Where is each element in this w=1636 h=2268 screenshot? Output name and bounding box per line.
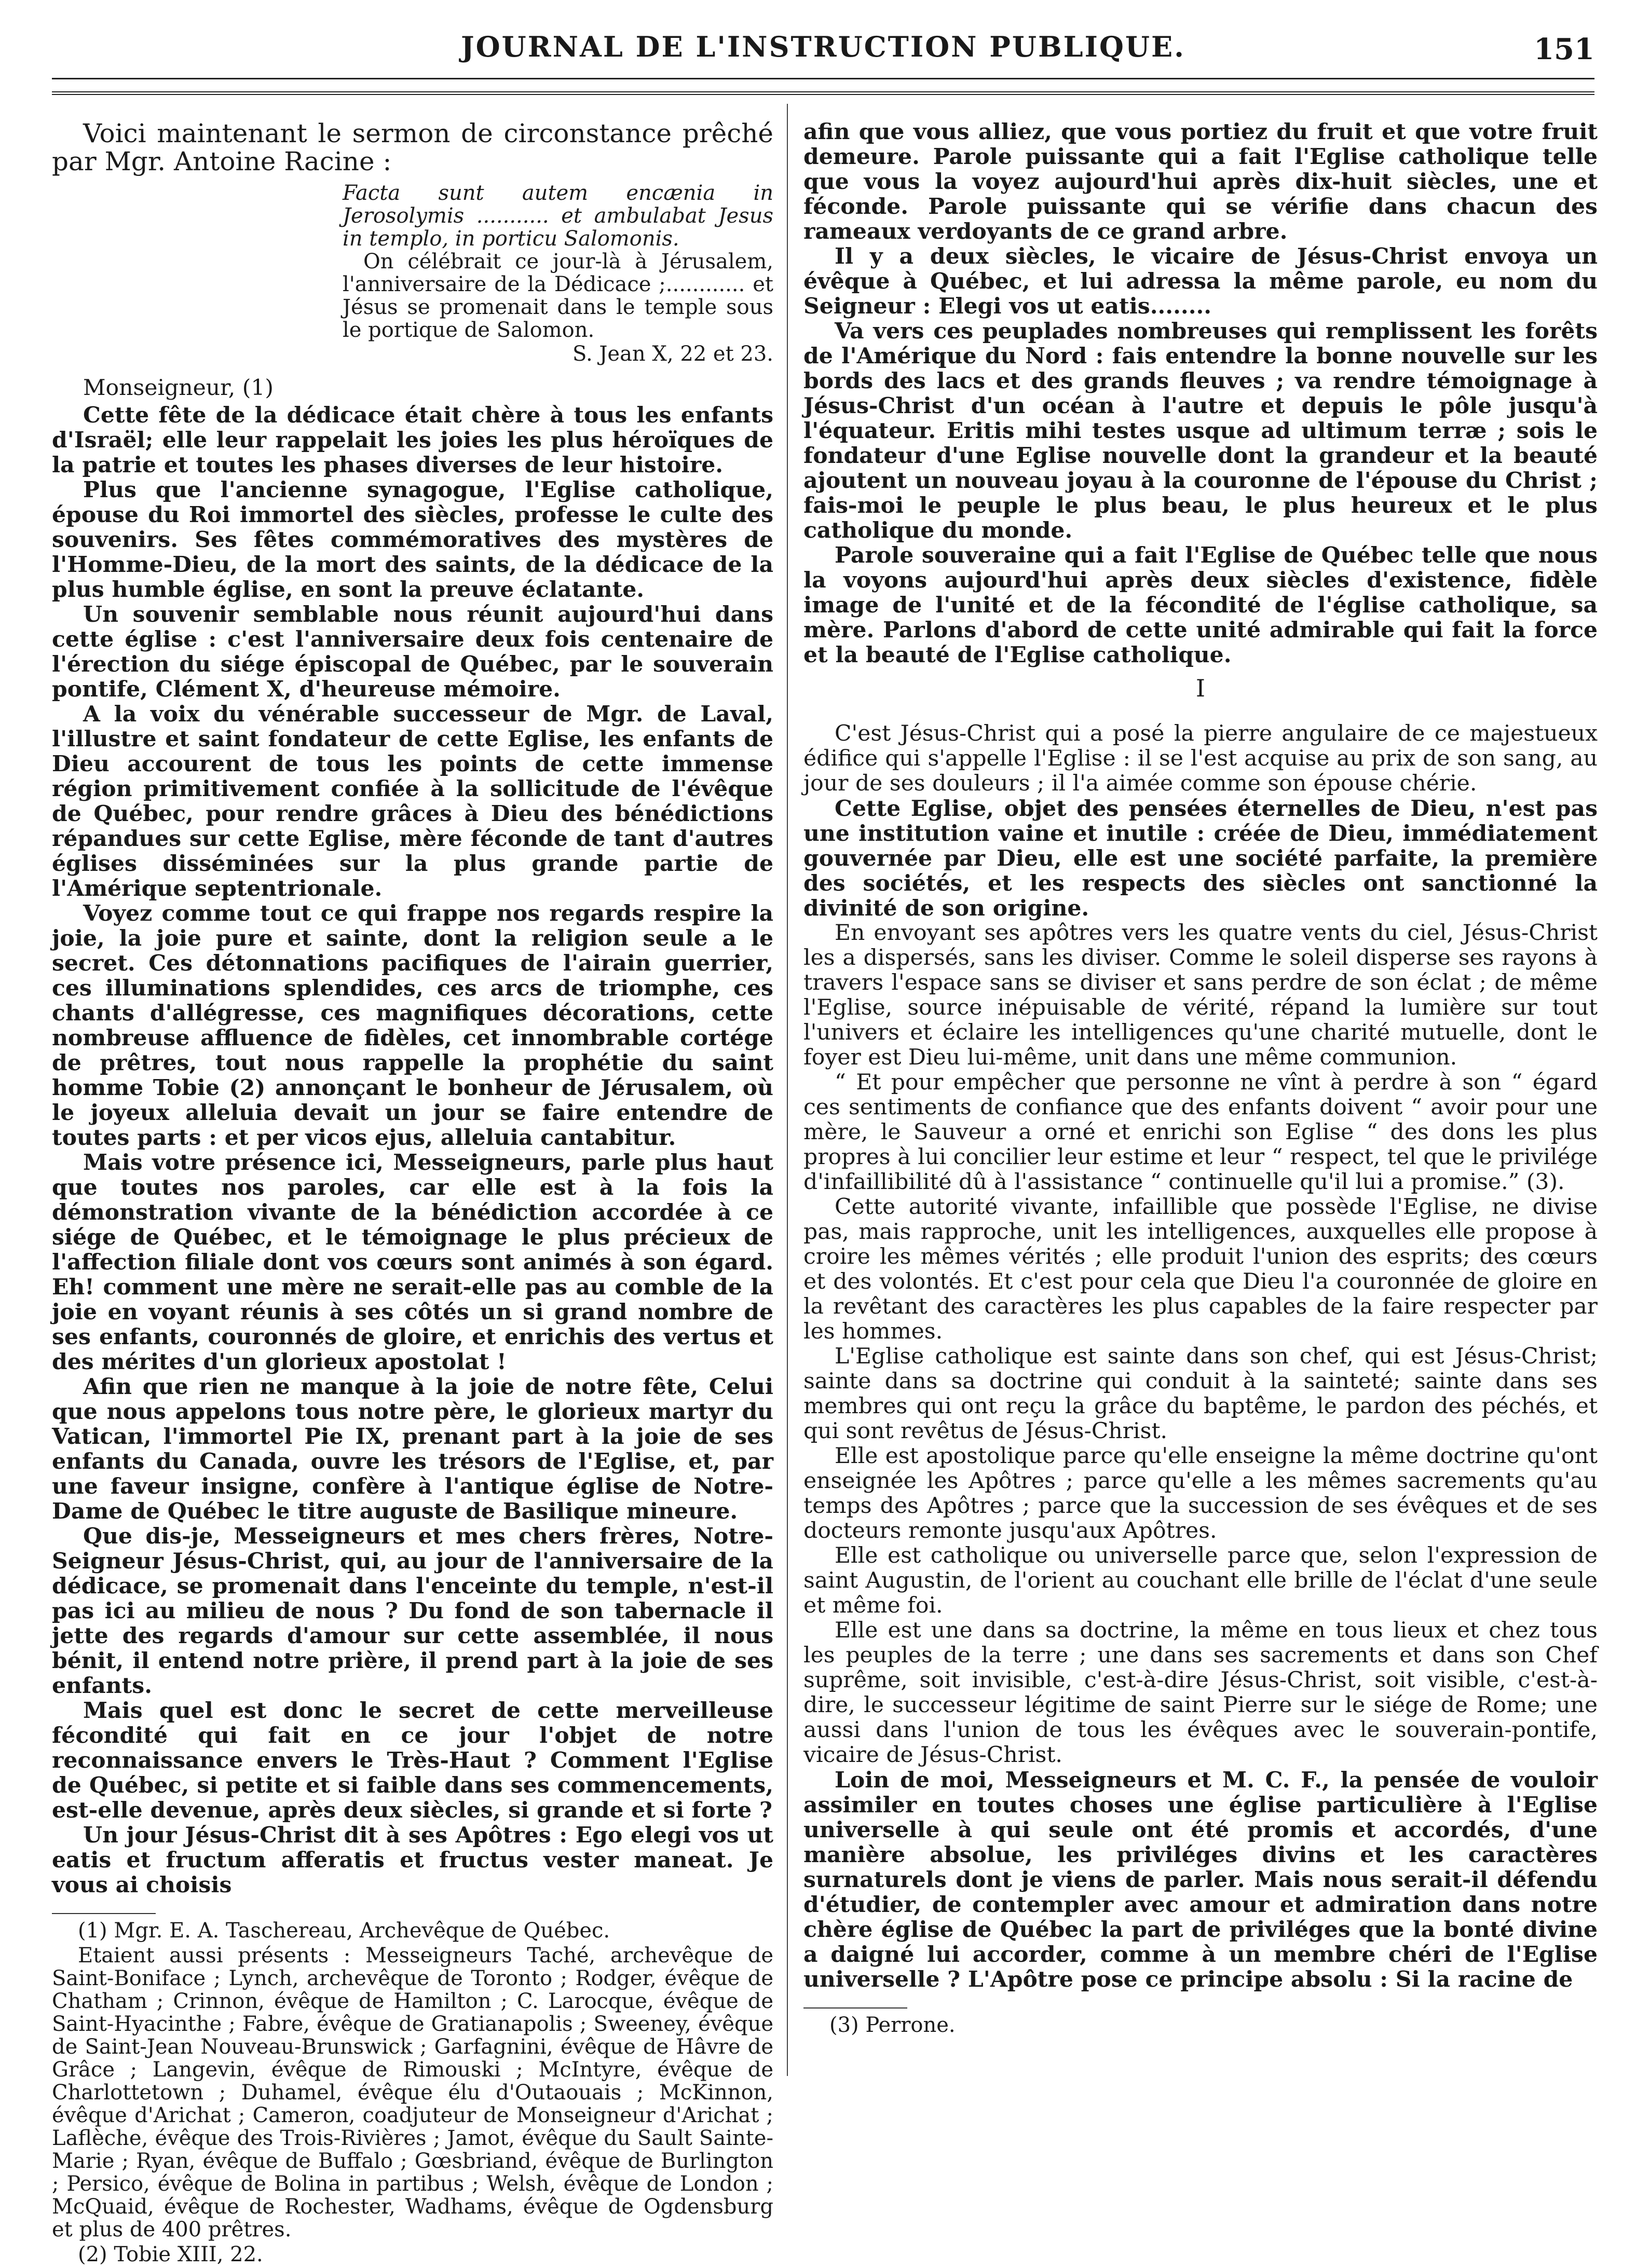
- epigraph-reference: S. Jean X, 22 et 23.: [572, 342, 773, 366]
- paragraph: Afin que rien ne manque à la joie de notre fête, Celui que nous appelons tous notre père, le glorieux martyr du Vatican, l'immortel Pie IX, prenant part à la joie de ses enfants du Canada, ouvre les trésors de l'Eglise, et, par une faveur insigne, confère à l'antique église de Notre-Dame de Québec le titre auguste de Basilique mineure.: [52, 1374, 773, 1524]
- epigraph-latin: Facta sunt autem encænia in Jerosolymis ........... et ambulabat Jesus in templo, in porticu Salomonis.: [343, 181, 773, 251]
- paragraph: Parole souveraine qui a fait l'Eglise de Québec telle que nous la voyons aujourd'hui après deux siècles d'existence, fidèle image de l'unité et de la fécondité de l'église catholique, sa mère. Parlons d'abord de cette unité admirable qui fait la force et la beauté de l'Eglise catholique.: [803, 542, 1598, 668]
- footnote: (1) Mgr. E. A. Taschereau, Archevêque de Québec.: [78, 1919, 610, 1943]
- paragraph: Voyez comme tout ce qui frappe nos regards respire la joie, la joie pure et sainte, dont la religion seule a le secret. Ces détonnations pacifiques de l'airain guerrier, ces illuminations splendides, ces arcs de triomphe, ces chants d'allégresse, ces magnifiques décorations, cette nombreuse affluence de fidèles, cet innombrable cortége de prêtres, tout nous rappelle la prophétie du saint homme Tobie (2) annonçant le bonheur de Jérusalem, où le joyeux alleluia devait un jour se faire entendre de toutes parts : et per vicos ejus, alleluia cantabitur.: [52, 900, 773, 1151]
- journal-title: JOURNAL DE L'INSTRUCTION PUBLIQUE.: [461, 30, 1185, 63]
- footnote: Etaient aussi présents : Messeigneurs Taché, archevêque de Saint-Boniface ; Lynch, archevêque de Toronto ; Rodger, évêque de Chatham ; Crinnon, évêque de Hamilton ; C. Larocque, évêque de Saint-Hyacinthe ; Fabre, évêque de Gratianapolis ; Sweeney, évêque de Saint-Jean Nouveau-Brunswick ; Garfagnini, évêque de Hâvre de Grâce ; Langevin, évêque de Rimouski ; McIntyre, évêque de Charlottetown ; Duhamel, évêque élu d'Outaouais ; McKinnon, évêque d'Arichat ; Cameron, coadjuteur de Monseigneur d'Arichat ; Laflèche, évêque des Trois-Rivières ; Jamot, évêque du Sault Sainte-Marie ; Ryan, évêque de Buffalo ; Gœsbriand, évêque de Burlington ; Persico, évêque de Bolina in partibus ; Welsh, évêque de London ; McQuaid, évêque de Rochester, Wadhams, évêque de Ogdensburg et plus de 400 prêtres.: [52, 1944, 773, 2242]
- epigraph-french: On célébrait ce jour-là à Jérusalem, l'anniversaire de la Dédicace ;............ et Jésus se promenait dans le temple sous le portique de Salomon.: [343, 250, 773, 342]
- paragraph: Elle est catholique ou universelle parce que, selon l'expression de saint Augustin, de l'orient au couchant elle brille de l'éclat d'une seule et même foi.: [803, 1543, 1598, 1618]
- header-double-rule: [52, 91, 1594, 95]
- right-column: [803, 119, 1598, 2037]
- footnote-rule: [803, 2007, 907, 2009]
- paragraph: Un jour Jésus-Christ dit à ses Apôtres : Ego elegi vos ut eatis et fructum afferatis et fructus vester maneat. Je vous ai choisis: [52, 1822, 773, 1898]
- epigraph: [343, 182, 773, 365]
- paragraph: Plus que l'ancienne synagogue, l'Eglise catholique, épouse du Roi immortel des siècles, professe le culte des souvenirs. Ses fêtes commémoratives des mystères de l'Homme-Dieu, de la mort des saints, de la dédicace de la plus humble église, en sont la preuve éclatante.: [52, 477, 773, 603]
- quotation-text: “ Et pour empêcher que personne ne vînt à perdre à son “ égard ces sentiments de confiance que des enfants doivent “ avoir pour une mère, le Sauveur a orné et enrichi son Eglise “ des dons les plus propres à lui concilier leur estime et leur “ respect, tel que le privilége d'infaillibilité dû à l'assistance “ continuelle qu'il lui a promise.” (3).: [803, 1070, 1598, 1195]
- paragraph: Mais votre présence ici, Messeigneurs, parle plus haut que toutes nos paroles, car elle est à la fois la démonstration vivante de la bénédiction accordée à ce siége de Québec, et le témoignage le plus précieux de l'affection filiale dont vos cœurs sont animés à son égard. Eh! comment une mère ne serait-elle pas au comble de la joie en voyant réunis à ses côtés un si grand nombre de ses enfants, couronnés de gloire, et enrichis des vertus et des mérites d'un glorieux apostolat !: [52, 1150, 773, 1375]
- paragraph: Mais quel est donc le secret de cette merveilleuse fécondité qui fait en ce jour l'objet de notre reconnaissance envers le Très-Haut ? Comment l'Eglise de Québec, si petite et si faible dans ses commencements, est-elle devenue, après deux siècles, si grande et si forte ?: [52, 1698, 773, 1823]
- paragraph: L'Eglise catholique est sainte dans son chef, qui est Jésus-Christ; sainte dans sa doctrine qui conduit à la sainteté; sainte dans ses membres qui ont reçu la grâce du baptême, le pardon des péchés, et qui sont revêtus de Jésus-Christ.: [803, 1344, 1598, 1444]
- paragraph: Un souvenir semblable nous réunit aujourd'hui dans cette église : c'est l'anniversaire deux fois centenaire de l'érection du siége épiscopal de Québec, par le souverain pontife, Clément X, d'heureuse mémoire.: [52, 602, 773, 702]
- footnotes: [803, 2014, 1598, 2037]
- footnote: (2) Tobie XIII, 22.: [78, 2243, 263, 2266]
- section-number: I: [1195, 674, 1206, 702]
- left-column: [52, 119, 773, 2268]
- intro-text: Voici maintenant le sermon de circonstance prêché par Mgr. Antoine Racine :: [52, 118, 773, 176]
- paragraph: Que dis-je, Messeigneurs et mes chers frères, Notre-Seigneur Jésus-Christ, qui, au jour de l'anniversaire de la dédicace, se promenait dans l'enceinte du temple, n'est-il pas ici au milieu de nous ? Du fond de son tabernacle il jette des regards d'amour sur cette assemblée, il nous bénit, il entend notre prière, il prend part à la joie de ses enfants.: [52, 1523, 773, 1699]
- paragraph: afin que vous alliez, que vous portiez du fruit et que votre fruit demeure. Parole puissante qui a fait l'Eglise catholique telle que vous la voyez aujourd'hui après dix-huit siècles, une et féconde. Parole puissante qui se vérifie dans chacun des rameaux verdoyants de ce grand arbre.: [803, 119, 1598, 244]
- paragraph: Va vers ces peuplades nombreuses qui remplissent les forêts de l'Amérique du Nord : fais entendre la bonne nouvelle sur les bords des lacs et des grands fleuves ; va rendre témoignage à Jésus-Christ d'un océan à l'autre et depuis le pôle jusqu'à l'équateur. Eritis mihi testes usque ad ultimum terræ ; sois le fondateur d'une Eglise nouvelle dont la grandeur et la beauté ajoutent un nouveau joyau à la couronne de l'épouse du Christ ; fais-moi le peuple le plus beau, le plus heureux et le plus catholique du monde.: [803, 318, 1598, 543]
- quotation: [803, 1070, 1598, 1195]
- paragraph: A la voix du vénérable successeur de Mgr. de Laval, l'illustre et saint fondateur de cette Eglise, les enfants de Dieu accourent de tous les points de cette immense région primitivement confiée à la sollicitude de l'évêque de Québec, pour rendre grâces à Dieu des bénédictions répandues sur cette Eglise, mère féconde de tant d'autres églises disséminées sur la plus grande partie de l'Amérique septentrionale.: [52, 701, 773, 901]
- paragraph: Cette Eglise, objet des pensées éternelles de Dieu, n'est pas une institution vaine et inutile : créée de Dieu, immédiatement gouvernée par Dieu, elle est une société parfaite, la première des sociétés, et les respects des siècles ont sanctionné la divinité de son origine.: [803, 796, 1598, 921]
- page-header: [52, 25, 1594, 72]
- paragraph: Loin de moi, Messeigneurs et M. C. F., la pensée de vouloir assimiler en toutes choses une église particulière à l'Eglise universelle à qui seule ont été promis et accordés, d'une manière absolue, les priviléges divins et les caractères surnaturels dont je viens de parler. Mais nous serait-il défendu d'étudier, de contempler avec amour et admiration dans notre chère église de Québec la part de priviléges que la bonté divine a daigné lui accorder, comme à un membre chéri de l'Eglise universelle ? L'Apôtre pose ce principe absolu : Si la racine de: [803, 1767, 1598, 1992]
- column-separator: [787, 104, 788, 2076]
- paragraph: Il y a deux siècles, le vicaire de Jésus-Christ envoya un évêque à Québec, et lui adressa la même parole, eu nom du Seigneur : Elegi vos ut eatis........: [803, 243, 1598, 319]
- footnote-rule: [52, 1913, 156, 1914]
- paragraph: C'est Jésus-Christ qui a posé la pierre angulaire de ce majestueux édifice qui s'appelle l'Eglise : il se l'est acquise au prix de son sang, au jour de ses douleurs ; il l'a aimée comme son épouse chérie.: [803, 721, 1598, 796]
- salutation: Monseigneur, (1): [83, 375, 274, 401]
- paragraph: En envoyant ses apôtres vers les quatre vents du ciel, Jésus-Christ les a dispersés, sans les diviser. Comme le soleil disperse ses rayons à travers l'espace sans se diviser et sans perdre de son éclat ; de même l'Eglise, source inépuisable de vérité, répand la lumière sur tout l'univers et éclaire les intelligences qu'une charité mutuelle, dont le foyer est Dieu lui-même, unit dans une même communion.: [803, 920, 1598, 1070]
- paragraph: Cette autorité vivante, infaillible que possède l'Eglise, ne divise pas, mais rapproche, unit les intelligences, auxquelles elle propose à croire les mêmes vérités ; elle produit l'union des esprits; des cœurs et des volontés. Et c'est pour cela que Dieu l'a couronnée de gloire en la revêtant des caractères les plus capables de la faire respecter par les hommes.: [803, 1194, 1598, 1344]
- paragraph: Cette fête de la dédicace était chère à tous les enfants d'Israël; elle leur rappelait les joies les plus héroïques de la patrie et toutes les phases diverses de leur histoire.: [52, 402, 773, 478]
- paragraph: Elle est apostolique parce qu'elle enseigne la même doctrine qu'ont enseignée les Apôtres ; parce qu'elle a les mêmes sacrements qu'au temps des Apôtres ; parce que la succession de ses évêques et de ses docteurs remonte jusqu'aux Apôtres.: [803, 1443, 1598, 1543]
- paragraph: Elle est une dans sa doctrine, la même en tous lieux et chez tous les peuples de la terre ; une dans ses sacrements et dans son Chef suprême, soit invisible, c'est-à-dire Jésus-Christ, soit visible, c'est-à-dire, le successeur légitime de saint Pierre sur le siége de Rome; une aussi dans l'union de tous les évêques avec le souverain-pontife, vicaire de Jésus-Christ.: [803, 1618, 1598, 1768]
- footnotes: [52, 1919, 773, 2266]
- header-rule: [52, 78, 1594, 79]
- page-number: 151: [1534, 32, 1594, 66]
- footnote: (3) Perrone.: [829, 2013, 956, 2037]
